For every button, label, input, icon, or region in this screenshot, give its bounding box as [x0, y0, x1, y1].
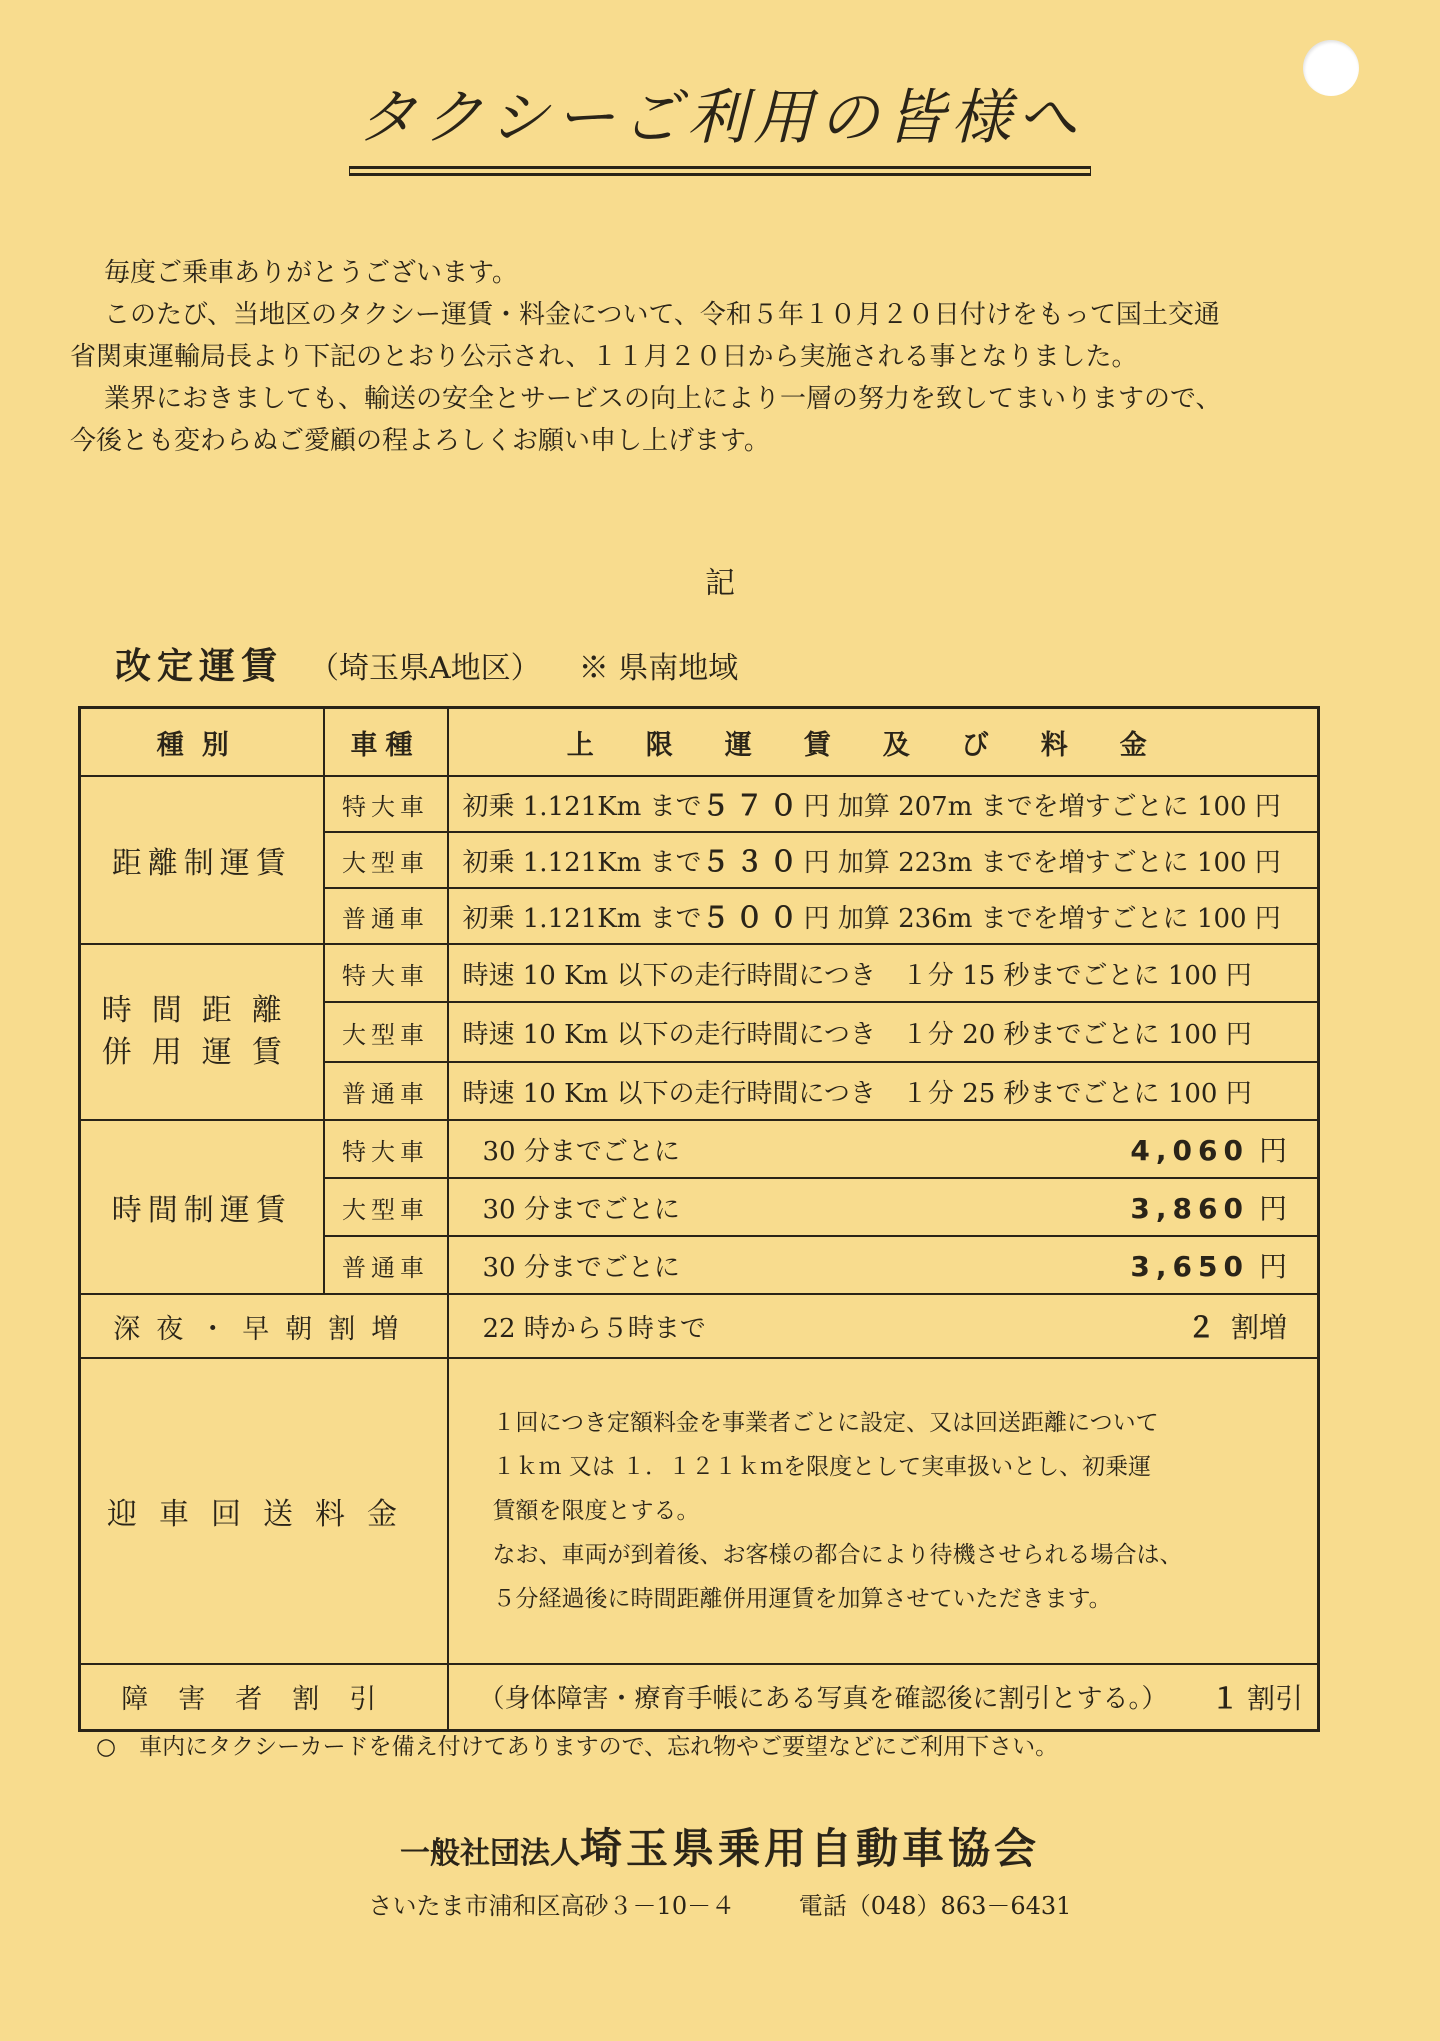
intro-line: 毎度ご乗車ありがとうございます。: [104, 258, 518, 288]
vehicle-xl: 特大車: [324, 776, 448, 832]
table-row: [80, 944, 1319, 1002]
vehicle-xl: 特大車: [324, 944, 448, 1002]
fare-amount: 3,860: [1130, 1192, 1249, 1225]
fare-cell: [448, 1120, 1319, 1178]
fare-table: [78, 706, 1320, 1732]
fare-post: 円 加算 236m までを増すごとに 100 円: [803, 904, 1281, 934]
vehicle-normal: 普通車: [324, 1236, 448, 1294]
vehicle-normal: 普通車: [324, 888, 448, 944]
intro-line: 省関東運輸局長より下記のとおり公示され、１１月２０日から実施される事となりました。: [70, 342, 1138, 372]
category-pickup: 迎車回送料金: [80, 1358, 448, 1664]
table-row: [80, 776, 1319, 832]
fare-text: 30 分までごとに: [482, 1194, 680, 1225]
pickup-line: ５分経過後に時間距離併用運賃を加算させていただきます。: [492, 1586, 1112, 1612]
org-prefix: 一般社団法人: [399, 1836, 580, 1871]
intro-line: 今後とも変わらぬご愛顧の程よろしくお願い申し上げます。: [70, 426, 770, 456]
fare-text: （身体障害・療育手帳にある写真を確認後に割引とする。）: [478, 1684, 1168, 1715]
intro-line: 業界におきましても、輸送の安全とサービスの向上により一層の努力を致してまいりますので、: [104, 384, 1222, 414]
fare-unit: 円: [1258, 1134, 1287, 1167]
table-row: [80, 1120, 1319, 1178]
fare-amount: １: [1210, 1681, 1245, 1715]
vehicle-large: 大型車: [324, 1178, 448, 1236]
pickup-text: [448, 1358, 1319, 1664]
fare-cell: [448, 832, 1319, 888]
pickup-line: １回につき定額料金を事業者ごとに設定、又は回送距離について: [492, 1410, 1159, 1436]
table-row: [80, 1294, 1319, 1358]
section-region: （埼玉県A地区）: [309, 651, 541, 686]
pickup-line: 賃額を限度とする。: [492, 1498, 700, 1524]
intro-text: [70, 252, 1340, 462]
fare-pre: 初乗 1.121Km まで: [462, 904, 702, 934]
fare-post: 円 加算 223m までを増すごとに 100 円: [803, 848, 1281, 878]
fare-cell: 時速 10 Km 以下の走行時間につき １分 25 秒までごとに 100 円: [448, 1062, 1319, 1120]
category-night: 深夜・早朝割増: [80, 1294, 448, 1358]
organization: [0, 1816, 1440, 1876]
table-header-row: [80, 708, 1319, 777]
fare-cell: 時速 10 Km 以下の走行時間につき １分 15 秒までごとに 100 円: [448, 944, 1319, 1002]
org-name: 埼玉県乗用自動車協会: [579, 1824, 1040, 1873]
fare-text: 30 分までごとに: [482, 1136, 680, 1167]
section-heading: [115, 638, 738, 689]
fare-pre: 初乗 1.121Km まで: [462, 792, 702, 822]
fare-amount: ５００: [701, 901, 804, 934]
pickup-line: １ｋｍ 又は １．１２１ｋｍを限度として実車扱いとし、初乗運: [492, 1454, 1152, 1480]
vehicle-large: 大型車: [324, 832, 448, 888]
intro-line: このたび、当地区のタクシー運賃・料金について、令和５年１０月２０日付けをもって国土交通: [104, 300, 1220, 330]
section-title: 改定運賃: [115, 646, 284, 687]
section-note: ※ 県南地域: [578, 651, 739, 686]
fare-cell: 時速 10 Km 以下の走行時間につき １分 20 秒までごとに 100 円: [448, 1002, 1319, 1062]
category-distance: 距離制運賃: [80, 776, 324, 944]
fare-cell: [448, 1294, 1319, 1358]
fare-cell: [448, 1664, 1319, 1730]
table-row: [80, 1358, 1319, 1664]
header-category: 種別: [80, 708, 324, 777]
table-row: [80, 1664, 1319, 1730]
fare-unit: 円: [1258, 1250, 1287, 1283]
footnote: ○ 車内にタクシーカードを備え付けてありますので、忘れ物やご要望などにご利用下さい。: [96, 1734, 1059, 1760]
fare-unit: 割引: [1246, 1681, 1303, 1715]
category-disability: 障害者割引: [80, 1664, 448, 1730]
title-block: [0, 70, 1440, 169]
fare-amount: 4,060: [1130, 1134, 1249, 1167]
fare-text: 30 分までごとに: [482, 1252, 680, 1283]
fare-cell: [448, 888, 1319, 944]
fare-unit: 円: [1258, 1192, 1287, 1225]
vehicle-normal: 普通車: [324, 1062, 448, 1120]
page-title: タクシーご利用の皆様へ: [349, 70, 1091, 169]
category-time: 時間制運賃: [80, 1120, 324, 1294]
fare-cell: [448, 776, 1319, 832]
header-vehicle: 車種: [324, 708, 448, 777]
fare-cell: [448, 1236, 1319, 1294]
fare-amount: ５３０: [701, 845, 804, 878]
fare-unit: 割増: [1230, 1311, 1287, 1344]
fare-amount: ５７０: [701, 789, 804, 822]
category-label-line: 併用運賃: [101, 1035, 302, 1070]
fare-pre: 初乗 1.121Km まで: [462, 848, 702, 878]
vehicle-xl: 特大車: [324, 1120, 448, 1178]
category-label-line: 時間距離: [101, 993, 302, 1028]
fare-post: 円 加算 207m までを増すごとに 100 円: [803, 792, 1281, 822]
address: さいたま市浦和区高砂３－10－４: [368, 1892, 736, 1920]
fare-text: 22 時から５時まで: [482, 1313, 706, 1344]
ki-heading: 記: [705, 566, 735, 601]
phone: 電話（048）863－6431: [798, 1892, 1072, 1920]
vehicle-large: 大型車: [324, 1002, 448, 1062]
pickup-line: なお、車両が到着後、お客様の都合により待機させられる場合は、: [492, 1542, 1183, 1568]
fare-cell: [448, 1178, 1319, 1236]
category-time-distance: [80, 944, 324, 1120]
header-fare: 上限運賃及び料金: [448, 708, 1319, 777]
fare-amount: ２: [1186, 1311, 1221, 1344]
fare-amount: 3,650: [1130, 1250, 1249, 1283]
address-line: [0, 1886, 1440, 1921]
